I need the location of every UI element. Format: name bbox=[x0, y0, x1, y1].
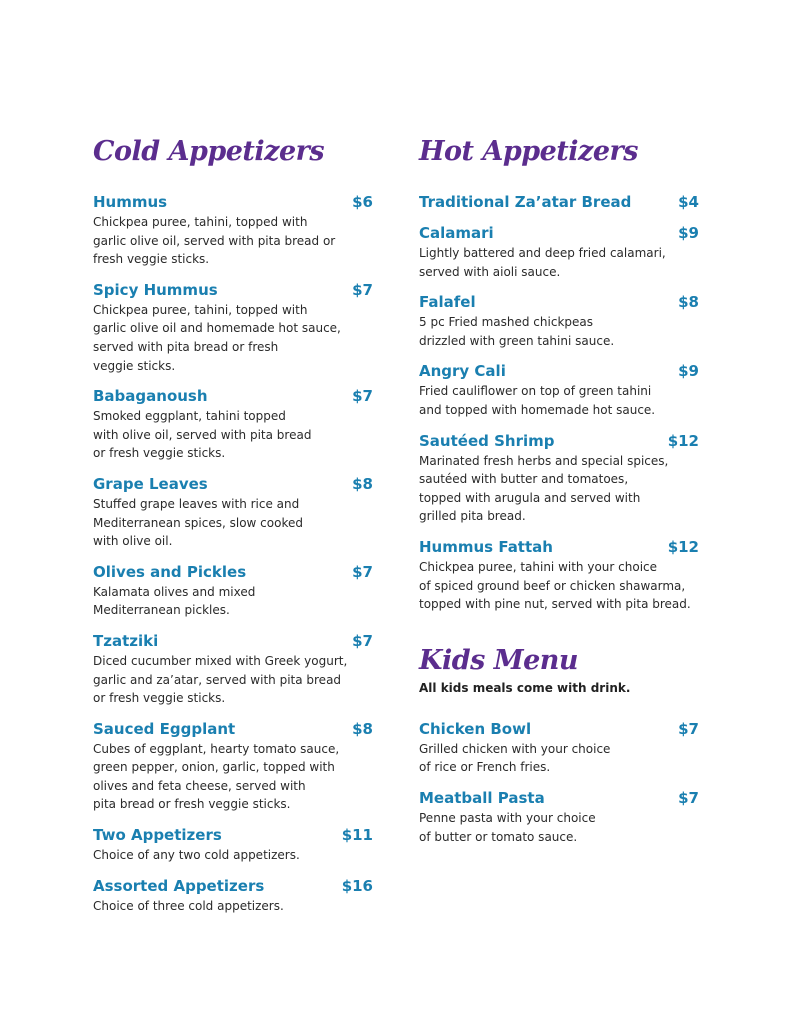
menu-item-price: $6 bbox=[352, 193, 373, 211]
menu-item-description: Chickpea puree, tahini, topped with garlic olive oil and homemade hot sauce, served with pita bread or fresh veggie sticks. bbox=[93, 302, 341, 373]
menu-item-header bbox=[93, 193, 373, 212]
menu-item-price: $12 bbox=[667, 537, 699, 556]
kids-menu-section bbox=[419, 644, 699, 846]
menu-item-price: $16 bbox=[341, 876, 373, 895]
menu-item-description: Cubes of eggplant, hearty tomato sauce, green pepper, onion, garlic, topped with olives and feta cheese, served with pita bread or fresh veggie sticks. bbox=[93, 741, 340, 812]
menu-item-header bbox=[419, 362, 699, 381]
menu-item-description: Lightly battered and deep fried calamari, served with aioli sauce. bbox=[419, 246, 666, 279]
menu-item-price: $7 bbox=[678, 788, 699, 807]
menu-item-price: $7 bbox=[352, 631, 373, 650]
menu-item-name: Babaganoush bbox=[93, 387, 208, 406]
menu-item-name: Calamari bbox=[419, 224, 494, 242]
menu-item-header bbox=[419, 432, 699, 451]
menu-item-price: $12 bbox=[667, 431, 699, 450]
menu-item bbox=[93, 563, 373, 620]
menu-item-header bbox=[419, 789, 699, 808]
menu-item-description: Choice of any two cold appetizers. bbox=[93, 848, 300, 863]
menu-item bbox=[419, 720, 699, 777]
menu-item-name: Meatball Pasta bbox=[419, 788, 545, 807]
menu-item-description: Stuffed grape leaves with rice and Mediterranean spices, slow cooked with olive oil. bbox=[93, 496, 303, 549]
menu-item-description: Marinated fresh herbs and special spices, sautéed with butter and tomatoes, topped with arugula and served with grilled pita bread. bbox=[419, 453, 669, 524]
cold-appetizers-list bbox=[93, 193, 373, 915]
kids-menu-note: All kids meals come with drink. bbox=[419, 680, 631, 695]
menu-item-header bbox=[93, 877, 373, 896]
menu-item-price: $8 bbox=[678, 293, 699, 312]
menu-item-price: $8 bbox=[352, 474, 373, 493]
menu-item bbox=[93, 720, 373, 814]
right-column bbox=[419, 135, 699, 858]
menu-item-price: $11 bbox=[341, 826, 373, 845]
menu-item-name: Chicken Bowl bbox=[419, 719, 532, 738]
menu-item-description: Chickpea puree, tahini with your choice of spiced ground beef or chicken shawarma, topped with pine nut, served with pita bread. bbox=[419, 559, 691, 612]
menu-item-name: Assorted Appetizers bbox=[93, 876, 265, 895]
menu-item-header bbox=[93, 632, 373, 651]
menu-item bbox=[93, 281, 373, 375]
menu-item-name: Grape Leaves bbox=[93, 474, 208, 493]
menu-item-description: Smoked eggplant, tahini topped with olive oil, served with pita bread or fresh veggie sticks. bbox=[93, 409, 312, 461]
menu-item-price: $7 bbox=[352, 387, 373, 406]
menu-item-name: Two Appetizers bbox=[93, 826, 222, 845]
hot-appetizers-list bbox=[419, 193, 699, 614]
hot-appetizers-title: Hot Appetizers bbox=[419, 136, 638, 167]
menu-item bbox=[419, 538, 699, 614]
menu-item-header bbox=[93, 720, 373, 739]
menu-item bbox=[93, 632, 373, 708]
menu-item-name: Falafel bbox=[419, 293, 476, 312]
menu-item-header bbox=[93, 563, 373, 582]
menu-item-description: 5 pc Fried mashed chickpeas drizzled with green tahini sauce. bbox=[419, 315, 615, 348]
menu-item bbox=[93, 193, 373, 269]
menu-item-name: Hummus bbox=[93, 193, 168, 211]
menu-item bbox=[419, 789, 699, 846]
cold-appetizers-title: Cold Appetizers bbox=[93, 136, 325, 167]
menu-item-header bbox=[419, 224, 699, 243]
cold-appetizers-column bbox=[93, 135, 373, 927]
menu-item bbox=[419, 362, 699, 419]
menu-item-description: Choice of three cold appetizers. bbox=[93, 898, 284, 913]
menu-item-name: Tzatziki bbox=[93, 631, 159, 650]
menu-item-header bbox=[93, 475, 373, 494]
menu-item bbox=[93, 387, 373, 463]
kids-menu-title: Kids Menu bbox=[419, 644, 579, 676]
menu-item bbox=[419, 193, 699, 212]
kids-menu-list bbox=[419, 720, 699, 846]
menu-item-price: $7 bbox=[352, 562, 373, 581]
menu-item-header bbox=[419, 293, 699, 312]
menu-item-description: Penne pasta with your choice of butter or tomato sauce. bbox=[419, 810, 596, 844]
menu-item-name: Sautéed Shrimp bbox=[419, 431, 555, 450]
menu-item-header bbox=[93, 826, 373, 845]
menu-item-description: Fried cauliflower on top of green tahini and topped with homemade hot sauce. bbox=[419, 384, 656, 417]
menu-item-header bbox=[419, 720, 699, 739]
menu-item-name: Olives and Pickles bbox=[93, 562, 247, 581]
menu-item-name: Angry Cali bbox=[419, 362, 506, 381]
menu-item bbox=[93, 826, 373, 865]
menu-item-price: $7 bbox=[352, 280, 373, 299]
menu-item-header bbox=[93, 281, 373, 300]
menu-item-price: $9 bbox=[678, 224, 699, 242]
menu-item-price: $7 bbox=[678, 719, 699, 738]
menu-item bbox=[419, 224, 699, 281]
menu-item-description: Diced cucumber mixed with Greek yogurt, garlic and za’atar, served with pita bread or fresh veggie sticks. bbox=[93, 653, 348, 706]
menu-item-description: Chickpea puree, tahini, topped with garlic olive oil, served with pita bread or fresh veggie sticks. bbox=[93, 215, 336, 267]
menu-item-description: Kalamata olives and mixed Mediterranean pickles. bbox=[93, 584, 256, 618]
menu-item-price: $8 bbox=[352, 719, 373, 738]
menu-item-price: $9 bbox=[678, 362, 699, 381]
menu-item-name: Hummus Fattah bbox=[419, 537, 553, 556]
menu-item-price: $4 bbox=[678, 193, 699, 211]
menu-item-name: Spicy Hummus bbox=[93, 280, 218, 299]
menu-item-name: Sauced Eggplant bbox=[93, 719, 236, 738]
menu-item-header bbox=[93, 387, 373, 406]
menu-item-description: Grilled chicken with your choice of rice or French fries. bbox=[419, 741, 611, 775]
menu-item bbox=[93, 877, 373, 916]
menu-item bbox=[93, 475, 373, 551]
menu-item bbox=[419, 293, 699, 350]
menu-item-name: Traditional Za’atar Bread bbox=[419, 193, 632, 211]
menu-item-header bbox=[419, 538, 699, 557]
menu-item bbox=[419, 432, 699, 526]
menu-item-header bbox=[419, 193, 699, 212]
